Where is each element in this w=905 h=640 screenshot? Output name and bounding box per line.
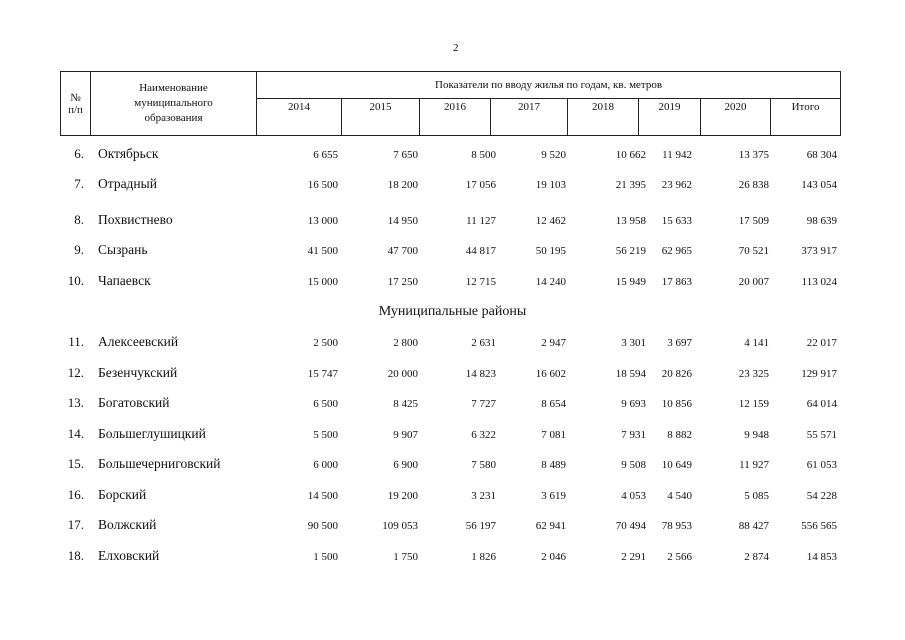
cell-value: 10 662 bbox=[615, 149, 646, 161]
cell-value: 15 633 bbox=[661, 215, 692, 227]
cell-value: 1 826 bbox=[471, 551, 496, 563]
row-number: 16. bbox=[67, 487, 84, 502]
cell-value: 62 941 bbox=[535, 520, 566, 532]
cell-value: 9 948 bbox=[744, 429, 769, 441]
cell-total: 98 639 bbox=[806, 215, 837, 227]
cell-value: 20 007 bbox=[738, 276, 769, 288]
row-number: 11. bbox=[68, 334, 84, 349]
cell-value: 15 949 bbox=[615, 276, 646, 288]
column-header-year: 2016 bbox=[420, 99, 491, 136]
cell-value: 2 500 bbox=[313, 337, 338, 349]
cell-value: 14 823 bbox=[465, 368, 496, 380]
row-name: Большечерниговский bbox=[98, 456, 221, 471]
cell-total: 129 917 bbox=[801, 368, 837, 380]
cell-value: 47 700 bbox=[387, 245, 418, 257]
cell-value: 12 715 bbox=[465, 276, 496, 288]
cell-value: 9 693 bbox=[621, 398, 646, 410]
row-number: 17. bbox=[67, 517, 84, 532]
column-header-indicators: Показатели по вводу жилья по годам, кв. метров bbox=[257, 72, 841, 99]
cell-value: 7 650 bbox=[393, 149, 418, 161]
cell-value: 70 494 bbox=[615, 520, 646, 532]
cell-value: 8 425 bbox=[393, 398, 418, 410]
cell-total: 143 054 bbox=[801, 179, 837, 191]
cell-value: 56 219 bbox=[615, 245, 646, 257]
row-name: Богатовский bbox=[98, 395, 170, 410]
row-name: Борский bbox=[98, 487, 147, 502]
row-number: 14. bbox=[67, 426, 84, 441]
cell-value: 16 602 bbox=[535, 368, 566, 380]
cell-value: 18 594 bbox=[615, 368, 646, 380]
cell-value: 12 159 bbox=[738, 398, 769, 410]
cell-total: 54 228 bbox=[806, 490, 837, 502]
table-row bbox=[0, 242, 905, 260]
cell-value: 10 649 bbox=[661, 459, 692, 471]
column-header-total: Итого bbox=[771, 99, 841, 136]
table-row bbox=[0, 273, 905, 291]
cell-value: 14 240 bbox=[535, 276, 566, 288]
table-row bbox=[0, 365, 905, 383]
cell-value: 16 500 bbox=[307, 179, 338, 191]
cell-value: 17 250 bbox=[387, 276, 418, 288]
cell-value: 11 942 bbox=[662, 149, 692, 161]
table-row bbox=[0, 548, 905, 566]
column-header-year: 2018 bbox=[568, 99, 639, 136]
cell-value: 2 631 bbox=[471, 337, 496, 349]
cell-value: 41 500 bbox=[307, 245, 338, 257]
column-header-year: 2017 bbox=[491, 99, 568, 136]
cell-value: 26 838 bbox=[738, 179, 769, 191]
cell-value: 10 856 bbox=[661, 398, 692, 410]
cell-total: 61 053 bbox=[806, 459, 837, 471]
cell-value: 20 000 bbox=[387, 368, 418, 380]
cell-value: 7 727 bbox=[471, 398, 496, 410]
cell-value: 4 053 bbox=[621, 490, 646, 502]
column-header-year: 2019 bbox=[639, 99, 701, 136]
table-row bbox=[0, 487, 905, 505]
cell-value: 7 931 bbox=[621, 429, 646, 441]
cell-value: 2 800 bbox=[393, 337, 418, 349]
cell-total: 556 565 bbox=[801, 520, 837, 532]
cell-value: 11 927 bbox=[739, 459, 769, 471]
row-name: Похвистнево bbox=[98, 212, 173, 227]
cell-total: 68 304 bbox=[806, 149, 837, 161]
cell-value: 78 953 bbox=[661, 520, 692, 532]
cell-value: 1 500 bbox=[313, 551, 338, 563]
row-name: Большеглушицкий bbox=[98, 426, 206, 441]
cell-value: 8 500 bbox=[471, 149, 496, 161]
page-number: 2 bbox=[453, 42, 459, 54]
cell-value: 4 141 bbox=[744, 337, 769, 349]
cell-value: 13 958 bbox=[615, 215, 646, 227]
cell-value: 14 500 bbox=[307, 490, 338, 502]
cell-value: 2 291 bbox=[621, 551, 646, 563]
cell-value: 14 950 bbox=[387, 215, 418, 227]
section-heading: Муниципальные районы bbox=[378, 304, 527, 319]
cell-value: 23 962 bbox=[661, 179, 692, 191]
cell-value: 7 580 bbox=[471, 459, 496, 471]
row-number: 8. bbox=[74, 212, 84, 227]
row-number: 12. bbox=[67, 365, 84, 380]
row-name: Елховский bbox=[98, 548, 160, 563]
cell-value: 18 200 bbox=[387, 179, 418, 191]
cell-value: 13 000 bbox=[307, 215, 338, 227]
table-row bbox=[0, 517, 905, 535]
cell-value: 19 103 bbox=[535, 179, 566, 191]
cell-value: 17 863 bbox=[661, 276, 692, 288]
cell-value: 11 127 bbox=[466, 215, 496, 227]
cell-value: 15 000 bbox=[307, 276, 338, 288]
row-name: Сызрань bbox=[98, 242, 148, 257]
table-row bbox=[0, 212, 905, 230]
cell-total: 64 014 bbox=[806, 398, 837, 410]
cell-value: 19 200 bbox=[387, 490, 418, 502]
column-header-year: 2014 bbox=[257, 99, 342, 136]
table-row bbox=[0, 176, 905, 194]
cell-value: 15 747 bbox=[307, 368, 338, 380]
cell-value: 44 817 bbox=[465, 245, 496, 257]
cell-value: 17 056 bbox=[465, 179, 496, 191]
column-header-name: Наименование муниципального образования bbox=[91, 72, 257, 136]
cell-value: 5 085 bbox=[744, 490, 769, 502]
row-name: Безенчукский bbox=[98, 365, 178, 380]
row-number: 10. bbox=[67, 273, 84, 288]
cell-value: 17 509 bbox=[738, 215, 769, 227]
row-number: 15. bbox=[67, 456, 84, 471]
cell-total: 55 571 bbox=[806, 429, 837, 441]
cell-value: 3 697 bbox=[667, 337, 692, 349]
row-name: Отрадный bbox=[98, 176, 157, 191]
table-row bbox=[0, 456, 905, 474]
cell-total: 373 917 bbox=[801, 245, 837, 257]
cell-value: 9 907 bbox=[393, 429, 418, 441]
cell-value: 3 619 bbox=[541, 490, 566, 502]
table-row bbox=[0, 426, 905, 444]
cell-total: 14 853 bbox=[806, 551, 837, 563]
cell-value: 20 826 bbox=[661, 368, 692, 380]
cell-value: 8 882 bbox=[667, 429, 692, 441]
cell-value: 2 046 bbox=[541, 551, 566, 563]
cell-total: 113 024 bbox=[801, 276, 837, 288]
row-name: Волжский bbox=[98, 517, 157, 532]
cell-value: 2 947 bbox=[541, 337, 566, 349]
table-row bbox=[0, 146, 905, 164]
row-number: 6. bbox=[74, 146, 84, 161]
column-header-year: 2020 bbox=[701, 99, 771, 136]
row-name: Чапаевск bbox=[98, 273, 151, 288]
row-number: 18. bbox=[67, 548, 84, 563]
cell-value: 50 195 bbox=[535, 245, 566, 257]
cell-value: 9 508 bbox=[621, 459, 646, 471]
cell-value: 109 053 bbox=[382, 520, 418, 532]
row-number: 13. bbox=[67, 395, 84, 410]
row-name: Алексеевский bbox=[98, 334, 179, 349]
cell-value: 21 395 bbox=[615, 179, 646, 191]
cell-value: 90 500 bbox=[307, 520, 338, 532]
cell-value: 5 500 bbox=[313, 429, 338, 441]
row-number: 9. bbox=[74, 242, 84, 257]
cell-value: 6 500 bbox=[313, 398, 338, 410]
cell-value: 23 325 bbox=[738, 368, 769, 380]
cell-value: 88 427 bbox=[738, 520, 769, 532]
cell-value: 3 231 bbox=[471, 490, 496, 502]
cell-value: 8 654 bbox=[541, 398, 566, 410]
cell-value: 9 520 bbox=[541, 149, 566, 161]
cell-value: 3 301 bbox=[621, 337, 646, 349]
row-number: 7. bbox=[74, 176, 84, 191]
cell-value: 62 965 bbox=[661, 245, 692, 257]
table-row bbox=[0, 395, 905, 413]
cell-value: 6 900 bbox=[393, 459, 418, 471]
cell-value: 4 540 bbox=[667, 490, 692, 502]
cell-value: 70 521 bbox=[738, 245, 769, 257]
cell-value: 1 750 bbox=[393, 551, 418, 563]
cell-value: 2 874 bbox=[744, 551, 769, 563]
cell-value: 8 489 bbox=[541, 459, 566, 471]
column-header-number: № п/п bbox=[61, 72, 91, 136]
cell-value: 13 375 bbox=[738, 149, 769, 161]
row-name: Октябрьск bbox=[98, 146, 159, 161]
cell-value: 12 462 bbox=[535, 215, 566, 227]
column-header-year: 2015 bbox=[342, 99, 420, 136]
cell-value: 6 000 bbox=[313, 459, 338, 471]
cell-value: 7 081 bbox=[541, 429, 566, 441]
cell-value: 6 655 bbox=[313, 149, 338, 161]
cell-value: 56 197 bbox=[465, 520, 496, 532]
cell-value: 2 566 bbox=[667, 551, 692, 563]
table-row bbox=[0, 334, 905, 352]
cell-total: 22 017 bbox=[806, 337, 837, 349]
cell-value: 6 322 bbox=[471, 429, 496, 441]
